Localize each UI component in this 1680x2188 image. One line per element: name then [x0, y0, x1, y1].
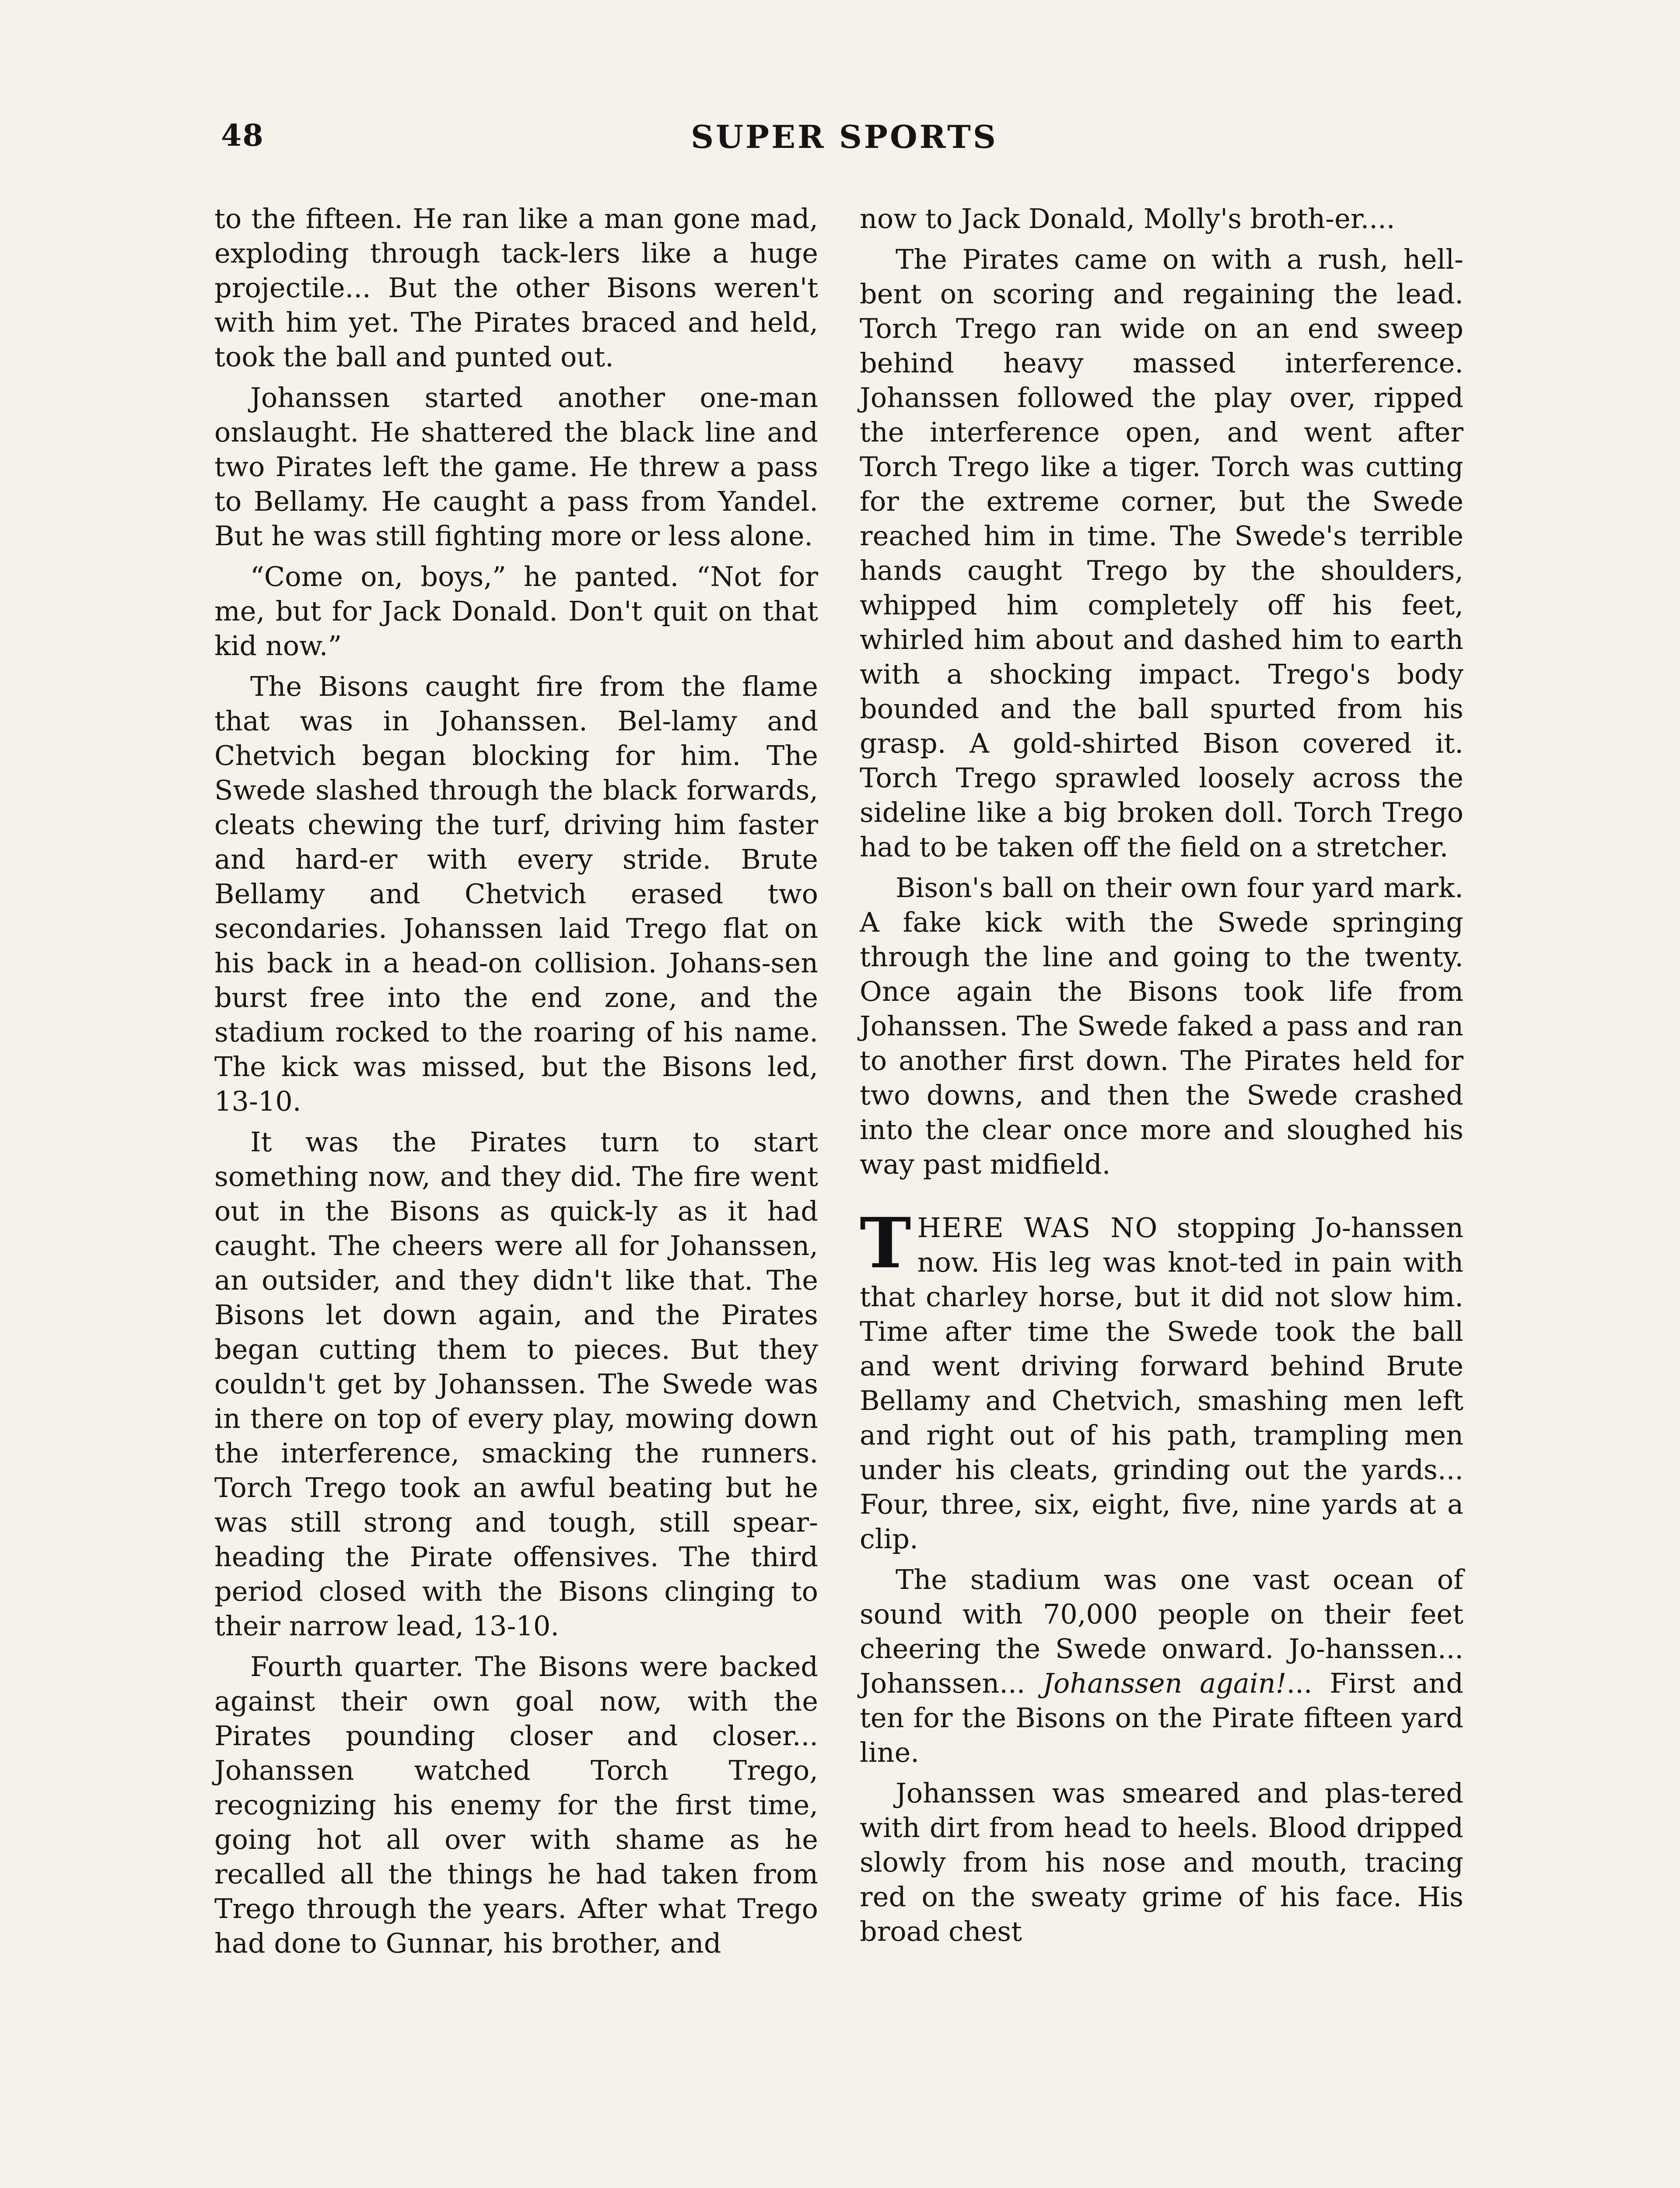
page-number: 48 [221, 118, 264, 153]
running-title: SUPER SPORTS [691, 118, 998, 155]
paragraph: Fourth quarter. The Bisons were backed against their own goal now, with the Pirates pounding closer and closer... Johanssen watched Torch Trego, recognizing his enemy for the first time, going hot all over with shame as he recalled all the things he had taken from Trego through the years. After what Trego had done to Gunnar, his brother, and [214, 1651, 818, 1959]
right-text-column [860, 201, 1463, 1955]
drop-cap: T [860, 1203, 911, 1284]
paragraph: It was the Pirates turn to start something now, and they did. The fire went out in the Bisons as quick-ly as it had caught. The cheers were all for Johanssen, an outsider, and they didn't like that. The Bisons let down again, and the Pirates began cutting them to pieces. But they couldn't get by Johanssen. The Swede was in there on top of every play, mowing down the interference, smacking the runners. Torch Trego took an awful beating but he was still strong and tough, still spear-heading the Pirate offensives. The third period closed with the Bisons clinging to their narrow lead, 13-10. [214, 1126, 818, 1642]
lead-in-text: HERE WAS NO [917, 1212, 1158, 1244]
paragraph [860, 1562, 1463, 1770]
paragraph: Bison's ball on their own four yard mark. A fake kick with the Swede springing through the line and going to the twenty. Once again the Bisons took life from Johanssen. The Swede faked a pass and ran to another first down. The Pirates held for two downs, and then the Swede crashed into the clear once more and sloughed his way past midfield. [860, 872, 1463, 1180]
paragraph: now to Jack Donald, Molly's broth-er.... [860, 203, 1395, 235]
paragraph-text: The stadium was one vast ocean of sound with 70,000 people on their feet cheering the Swede onward. Jo-hanssen... Johanssen... [860, 1564, 1463, 1699]
section-opening-paragraph [860, 1203, 1463, 1556]
paragraph: to the fifteen. He ran like a man gone mad, exploding through tack-lers like a huge projectile... But the other Bisons weren't with him yet. The Pirates braced and held, took the ball and punted out. [214, 203, 818, 373]
paragraph-text: stopping Jo-hanssen now. His leg was knot-ted in pain with that charley horse, but it did not slow him. Time after time the Swede took the ball and went driving forward behind Brute Bellamy and Chetvich, smashing men left and right out of his path, trampling men under his cleats, grinding out the yards... Four, three, six, eight, five, nine yards at a clip. [860, 1212, 1463, 1555]
paragraph-text: ... First and ten for the Bisons on the Pirate fifteen yard line. [860, 1667, 1463, 1768]
paragraph: The Pirates came on with a rush, hell-bent on scoring and regaining the lead. Torch Trego ran wide on an end sweep behind heavy massed interference. Johanssen followed the play over, ripped the interference open, and went after Torch Trego like a tiger. Torch was cutting for the extreme corner, but the Swede reached him in time. The Swede's terrible hands caught Trego by the shoulders, whipped him completely off his feet, whirled him about and dashed him to earth with a shocking impact. Trego's body bounded and the ball spurted from his grasp. A gold-shirted Bison covered it. Torch Trego sprawled loosely across the sideline like a big broken doll. Torch Trego had to be taken off the field on a stretcher. [860, 243, 1463, 863]
paragraph: “Come on, boys,” he panted. “Not for me, but for Jack Donald. Don't quit on that kid now.” [214, 561, 818, 662]
paragraph: Johanssen was smeared and plas-tered with dirt from head to heels. Blood dripped slowly from his nose and mouth, tracing red on the sweaty grime of his face. His broad chest [860, 1777, 1463, 1947]
paragraph: Johanssen started another one-man onslaught. He shattered the black line and two Pirates left the game. He threw a pass to Bellamy. He caught a pass from Yandel. But he was still fighting more or less alone. [214, 382, 818, 552]
left-text-column [214, 201, 818, 1967]
italic-text: Johanssen again! [1043, 1667, 1287, 1699]
page-header [221, 118, 1468, 166]
section-break [860, 1188, 1463, 1210]
paragraph: The Bisons caught fire from the flame that was in Johanssen. Bel-lamy and Chetvich began blocking for him. The Swede slashed through the black forwards, cleats chewing the turf, driving him faster and hard-er with every stride. Brute Bellamy and Chetvich erased two secondaries. Johanssen laid Trego flat on his back in a head-on collision. Johans-sen burst free into the end zone, and the stadium rocked to the roaring of his name. The kick was missed, but the Bisons led, 13-10. [214, 670, 818, 1117]
